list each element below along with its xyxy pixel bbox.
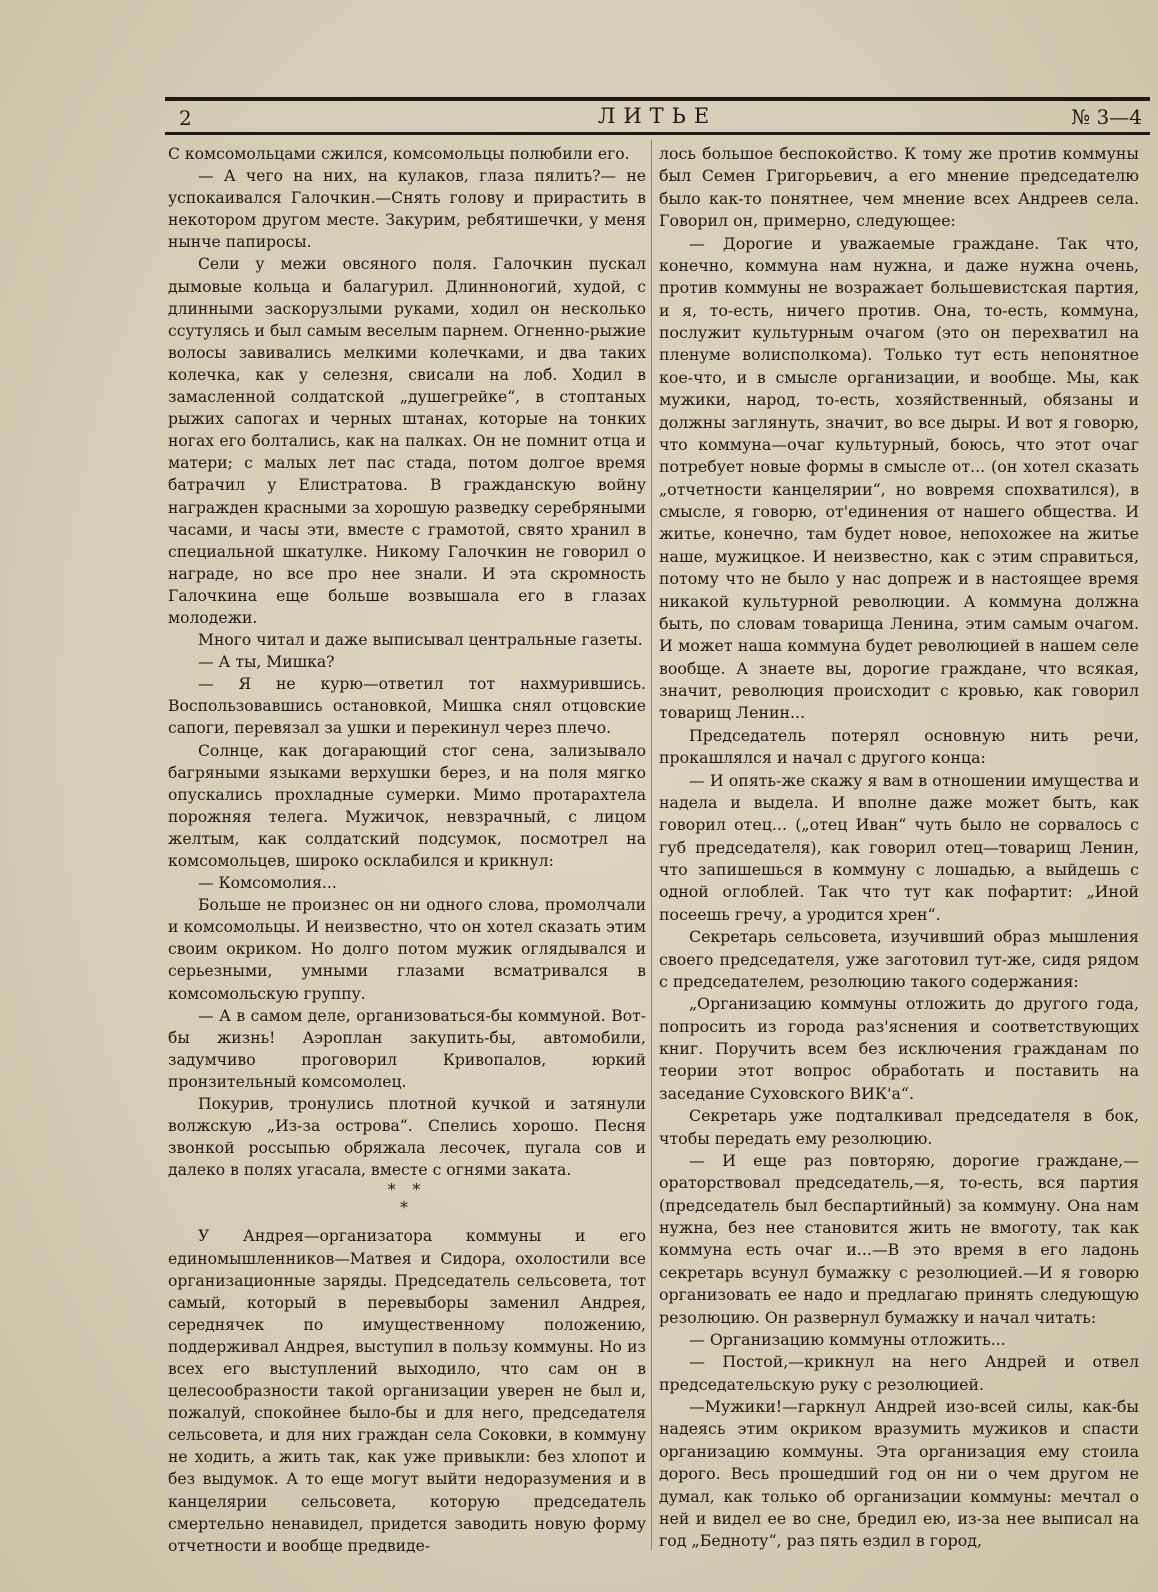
paragraph: У Андрея—организатора коммуны и его единомышленников—Матвея и Сидора, охолостили все организационные заряды. Председатель сельсовета, тот самый, который в перевыборы заменил Андрея, середнячек по имущественному положению, поддерживал Андрея, выступил в пользу коммуны. Но из всех его выступлений выходило, что сам он в целесообразности такой организации уверен не был и, пожалуй, спокойнее было-бы и для него, председателя сельсовета, и для них граждан села Соковки, в коммуну не ходить, а жить так, как уже привыкли: без хлопот и без выдумок. А то еще могут выйти недоразумения и в канцелярии сельсовета, которую председатель смертельно ненавидел, придется заводить новую форму отчетности и вообще предвиде- xyxy=(168,1227,646,1555)
page-number: 2 xyxy=(179,106,192,130)
paragraph: лось большое беспокойство. К тому же против коммуны был Семен Григорьевич, а его мнение председателю было как-то понятнее, чем мнение всех Андреев села. Говорил он, примерно, следующее: xyxy=(659,144,1139,231)
paragraph: Сели у межи овсяного поля. Галочкин пускал дымовые кольца и балагурил. Длинноногий, худой, с длинными заскорузлыми руками, ходил он несколько ссутулясь и был самым веселым парнем. Огненно-рыжие волосы завивались мелкими колечками, и два таких колечка, как у селезня, свисали на лоб. Ходил в замасленной солдатской „душегрейке“, в стоптаных рыжих сапогах и черных штанах, которые на тонких ногах его болтались, как на палках. Он не помнит отца и матери; с малых лет пас стада, потом долгое время батрачил у Елистратова. В гражданскую войну награжден красными за хорошую разведку серебряными часами, и часы эти, вместе с грамотой, свято хранил в специальной шкатулке. Никому Галочкин не говорил о награде, но все про нее знали. И эта скромность Галочкина еще больше возвышала его в глазах молодежи. xyxy=(168,255,646,627)
paragraph: — Комсомолия... xyxy=(198,874,337,893)
paragraph: — А в самом деле, организоваться-бы коммуной. Вот-бы жизнь! Аэроплан закупить-бы, автомобили, задумчиво проговорил Кривопалов, юркий пронзительный комсомолец. xyxy=(168,1006,646,1091)
paragraph: — И еще раз повторяю, дорогие граждане,—ораторствовал председатель,—я, то-есть, вся партия (председатель был беспартийный) за коммуну. Она нам нужна, без нее становится жить не вмоготу, так как коммуна есть очаг и...—В это время в его ладонь секретарь всунул бумажку с резолюцией.—И я говорю организовать ее надо и предлагаю принять следующую резолюцию. Он развернул бумажку и начал читать: xyxy=(659,1150,1139,1327)
header-rule-top xyxy=(165,97,1150,101)
paragraph: — И опять-же скажу я вам в отношении имущества и надела и выдела. И вполне даже может быть, как говорил отец... („отец Иван“ чуть было не сорвалось с губ председателя), как говорил отец—товарищ Ленин, что запишешься в коммуну с лошадью, а выйдешь с одной оглоблей. Так что тут как пофартит: „Иной посеешь гречу, а уродится хрен“. xyxy=(659,770,1139,924)
left-column xyxy=(168,143,646,1557)
paragraph: С комсомольцами сжился, комсомольцы полюбили его. xyxy=(168,145,630,163)
paragraph: — Организацию коммуны отложить... xyxy=(689,1329,1006,1349)
paragraph: Много читал и даже выписывал центральные газеты. xyxy=(198,631,643,650)
paragraph: — Дорогие и уважаемые граждане. Так что, конечно, коммуна нам нужна, и даже нужна очень, против коммуны не возражает большевистская партия, и я, то-есть, ничего против. Она, то-есть, коммуна, послужит культурным очагом (это он перехватил на пленуме волисполкома). Только тут есть непонятное кое-что, и в смысле организации, и вообще. Мы, как мужики, народ, то-есть, хозяйственный, обязаны и должны заглянуть, значит, во все дыры. И вот я говорю, что коммуна—очаг культурный, боюсь, что этот очаг потребует новые формы в смысле от... (он хотел сказать „отчетности канцелярии“, но вовремя спохватился), в смысле, я говорю, от'единения от нашего общества. И житье, конечно, там будет новое, непохожее на житье наше, мужицкое. И неизвестно, как с этим справиться, потому что не было у нас допреж и в настоящее время никакой культурной революции. А коммуна должна быть, по словам товарища Ленина, этим самым очагом. И может наша коммуна будет революцией в нашем селе вообще. А знаете вы, дорогие граждане, что всякая, значит, революция происходит с кровью, как говорил товарищ Ленин... xyxy=(659,233,1139,723)
header-rule-bottom xyxy=(165,132,1150,135)
paragraph: Секретарь уже подталкивал председателя в бок, чтобы передать ему резолюцию. xyxy=(659,1106,1139,1148)
paragraph: —Мужики!—гаркнул Андрей изо-всей силы, как-бы надеясь этим окриком вразумить мужиков и спасти организацию коммуны. Эта организация ему стоила дорого. Весь прошедший год он ни о чем другом не думал, как только об организации коммуны: мечтал о ней и видел ее во сне, бредил ею, из-за нее выписал на год „Бедноту“, раз пять ездил в город, xyxy=(659,1397,1139,1551)
paragraph: — А чего на них, на кулаков, глаза пялить?— не успокаивался Галочкин.—Снять голову и прирастить в некотором другом месте. Закурим, ребятишечки, у меня нынче папиросы. xyxy=(168,167,646,252)
issue-number: № 3—4 xyxy=(1071,105,1142,129)
paragraph: Председатель потерял основную нить речи, прокашлялся и начал с другого конца: xyxy=(659,725,1139,768)
section-separator-asterisks: * * * xyxy=(387,1181,427,1218)
page-header xyxy=(165,97,1150,135)
paragraph: „Организацию коммуны отложить до другого года, попросить из города раз'яснения и соответствующих книг. Поручить всем без исключения гражданам по теории этот вопрос обработать и поставить на заседание Суховского ВИК'а“. xyxy=(659,994,1139,1103)
journal-title: ЛИТЬЕ xyxy=(597,104,718,128)
paragraph: Секретарь сельсовета, изучивший образ мышления своего председателя, уже заготовил тут-же, сидя рядом с председателем, резолюцию такого содержания: xyxy=(659,927,1139,991)
paragraph: Солнце, как догарающий стог сена, зализывало багряными языками верхушки берез, и на поля мягко опускались прохладные сумерки. Мимо протарахтела порожняя телега. Мужичок, невзрачный, с лицом желтым, как солдатский подсумок, посмотрел на комсомольцев, широко осклабился и крикнул: xyxy=(168,741,646,870)
paragraph: — Постой,—крикнул на него Андрей и отвел председательскую руку с резолюцией. xyxy=(659,1352,1139,1394)
paragraph: — А ты, Мишка? xyxy=(198,653,335,672)
right-column xyxy=(659,143,1139,1553)
paragraph: — Я не курю—ответил тот нахмурившись. Воспользовавшись остановкой, Мишка снял отцовские сапоги, перевязал за ушки и перекинул через плечо. xyxy=(168,675,646,738)
paragraph: Больше не произнес он ни одного слова, промолчали и комсомольцы. И неизвестно, что он хотел сказать этим своим окриком. Но долго потом мужик оглядывался и серьезными, умными глазами всматривался в комсомольскую группу. xyxy=(168,896,646,1003)
column-divider xyxy=(651,140,652,1550)
paragraph: Покурив, тронулись плотной кучкой и затянули волжскую „Из-за острова“. Спелись хорошо. Песня звонкой россыпью обряжала лесочек, пугала сов и далеко в полях угасала, вместе с огнями заката. xyxy=(168,1095,646,1180)
